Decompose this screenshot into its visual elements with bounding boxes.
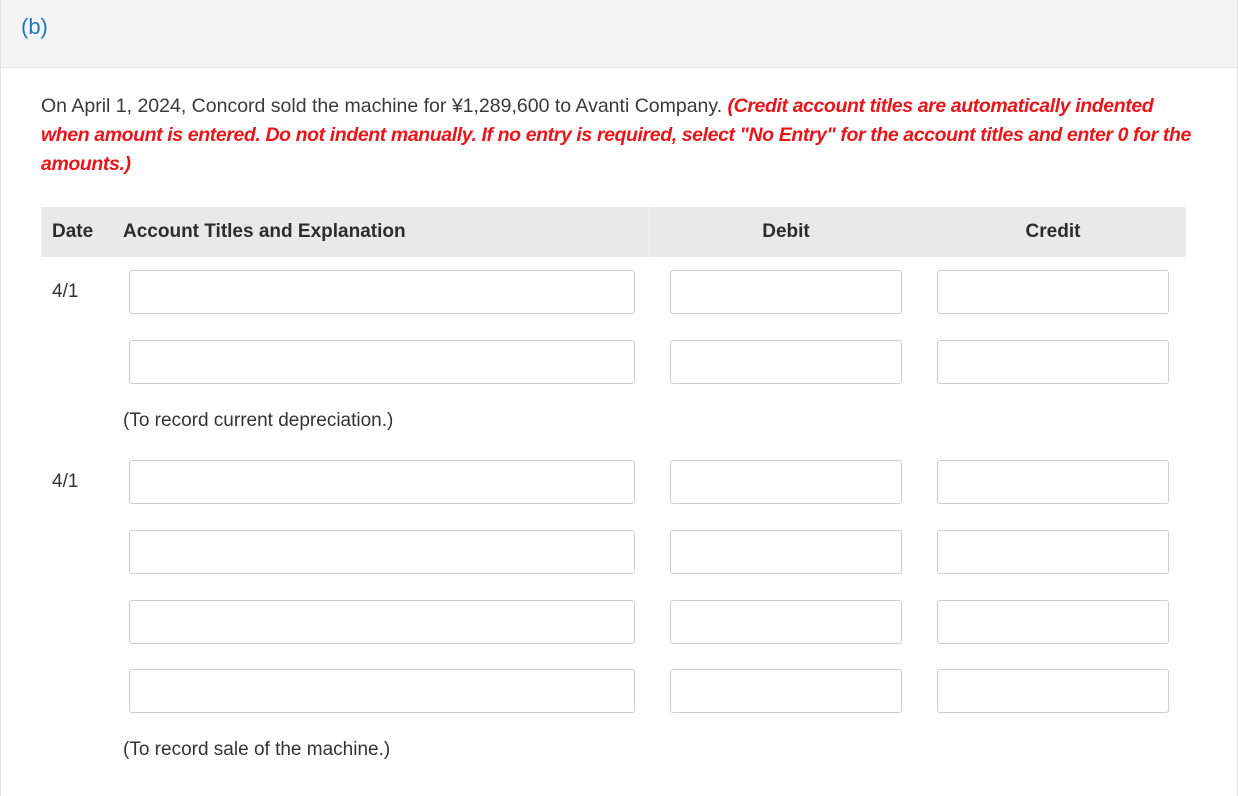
entry-1-row-2-credit-input[interactable]: [937, 340, 1169, 384]
entry-2-row-4-account-input[interactable]: [129, 669, 635, 713]
entry-2-row-1-debit-input[interactable]: [670, 460, 902, 504]
part-label: (b): [21, 14, 48, 39]
entry-1-row-2-debit-input[interactable]: [670, 340, 902, 384]
entry-2-row-3-debit-input[interactable]: [670, 600, 902, 644]
header-account-titles: Account Titles and Explanation: [123, 221, 406, 242]
entry-1-explanation: (To record current depreciation.): [123, 410, 394, 431]
entry-1-date: 4/1: [52, 281, 79, 302]
header-debit: Debit: [762, 221, 810, 242]
entry-2-row-3-credit-input[interactable]: [937, 600, 1169, 644]
entry-2-row-1-account-input[interactable]: [129, 460, 635, 504]
entry-2-row-1-credit-input[interactable]: [937, 460, 1169, 504]
journal-table-header: [41, 207, 1186, 257]
entry-1-row-1-credit-input[interactable]: [937, 270, 1169, 314]
entry-1-row-1-account-input[interactable]: [129, 270, 635, 314]
entry-2-explanation: (To record sale of the machine.): [123, 739, 391, 760]
entry-2-row-3-account-input[interactable]: [129, 600, 635, 644]
header-date: Date: [52, 221, 94, 242]
entry-2-row-2-credit-input[interactable]: [937, 530, 1169, 574]
entry-1-row-1-debit-input[interactable]: [670, 270, 902, 314]
part-header: [1, 0, 1237, 68]
question-instructions: (Credit account titles are automatically indented when amount is entered. Do not indent manually. If no entry is required, select "No Entry" for the account titles and enter 0 for the amounts.): [41, 95, 1191, 175]
entry-1-row-2-account-input[interactable]: [129, 340, 635, 384]
entry-2-date: 4/1: [52, 471, 79, 492]
question-text: [41, 92, 1201, 179]
entry-2-row-4-debit-input[interactable]: [670, 669, 902, 713]
header-credit: Credit: [1025, 221, 1081, 242]
header-divider: [649, 207, 650, 257]
entry-2-row-2-debit-input[interactable]: [670, 530, 902, 574]
entry-2-row-4-credit-input[interactable]: [937, 669, 1169, 713]
question-statement: On April 1, 2024, Concord sold the machine for ¥1,289,600 to Avanti Company.: [41, 95, 723, 117]
entry-2-row-2-account-input[interactable]: [129, 530, 635, 574]
